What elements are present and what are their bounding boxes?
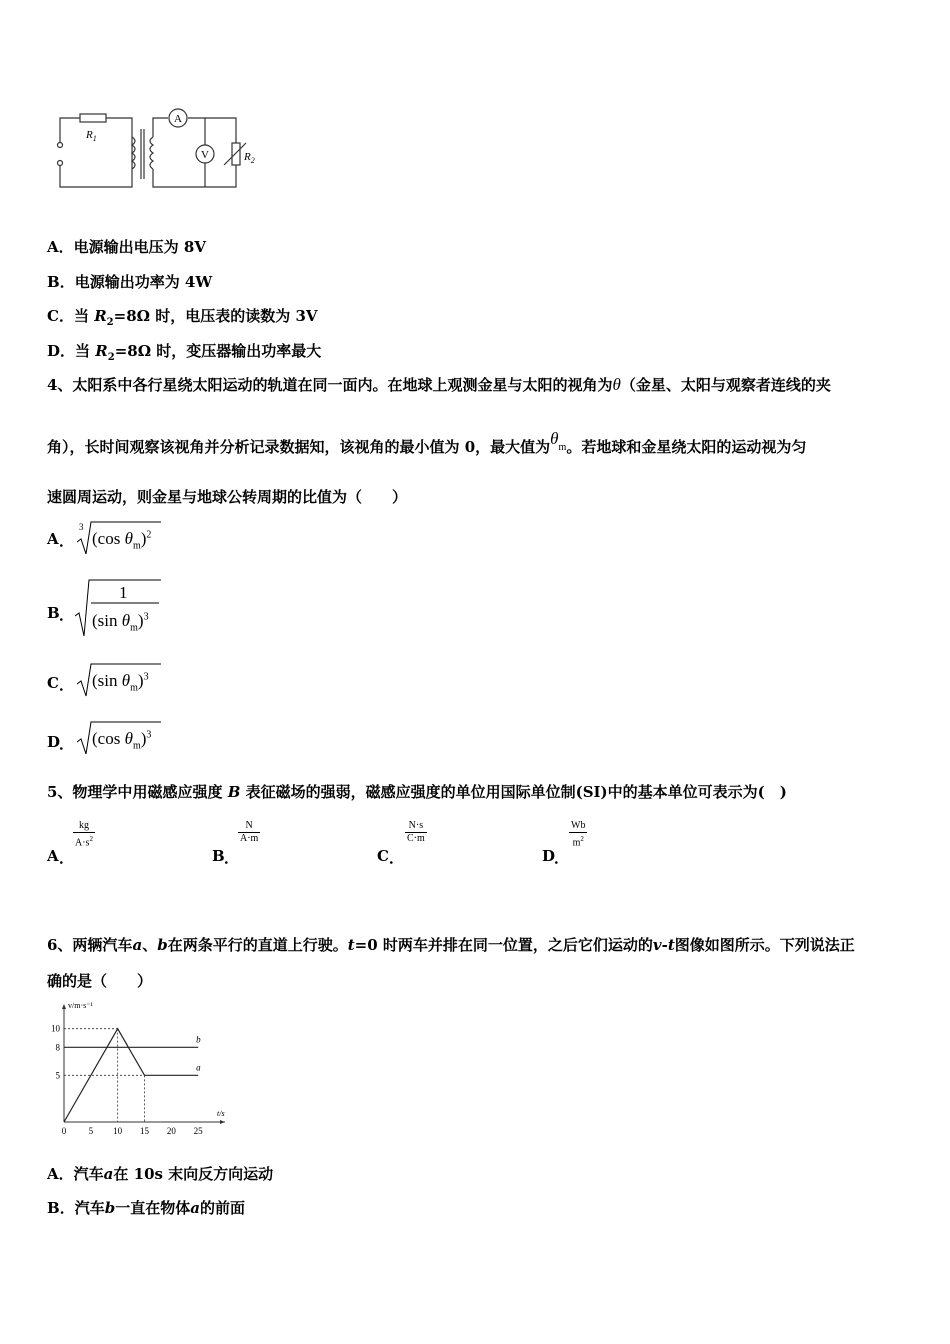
r1-label: R (86, 129, 93, 141)
q4-stem-line3: 速圆周运动，则金星与地球公转周期的比值为（ ） (47, 488, 408, 506)
q3-option-b: B．电源输出功率为 4W (47, 273, 213, 291)
r2-sub: 2 (250, 156, 255, 165)
q6-stem-line2: 确的是（ ） (47, 972, 153, 990)
voltmeter-label: V (201, 149, 209, 161)
q4-stem-line2: 角），长时间观察该视角并分析记录数据知，该视角的最小值为 0，最大值为$\theta_m$。若地球和金星绕太阳的运动视为匀 (47, 429, 807, 456)
vt-chart (40, 1000, 240, 1145)
q5-option-b: B ． $\frac{N}{A\cdot m}$ (212, 820, 259, 867)
series-b-label: b (196, 1034, 201, 1045)
q5-option-a: A ． $\frac{kg}{A\cdot s^2}$ (47, 820, 93, 867)
q5-option-c: C ． $\frac{N\cdot s}{C\cdot m}$ (377, 820, 425, 867)
svg-text:R2 (243, 151, 255, 165)
r2-label: R (244, 151, 251, 163)
y-tick-label: 10 (51, 1023, 60, 1034)
q5-stem: 5、物理学中用磁感应强度 B 表征磁场的强弱，磁感应强度的单位用国际单位制(SI)中的基本单位可表示为( ) (47, 783, 787, 801)
q3-option-c: C．当 $R_2=8\Omega$ 时，电压表的读数为 3V (47, 307, 318, 328)
y-axis-arrow (62, 1004, 66, 1009)
x-tick-label: 0 (61, 1126, 67, 1136)
x-tick-label: 5 (88, 1126, 94, 1136)
circuit-diagram (50, 105, 270, 195)
y-tick-label: 8 (55, 1042, 60, 1053)
series-a-label: a (196, 1062, 201, 1073)
y-tick-label: 5 (55, 1070, 60, 1081)
ammeter-label: A (174, 113, 182, 125)
x-tick-label: 25 (193, 1126, 203, 1136)
root-index: 3 (79, 522, 84, 532)
q3-option-a: A．电源输出电压为 8V (47, 238, 206, 256)
r1-sub: 1 (92, 134, 97, 143)
y-axis-label: v/m·s⁻¹ (68, 1001, 93, 1010)
svg-text:R1 (85, 129, 97, 143)
q4-stem-line1: 4、太阳系中各行星绕太阳运动的轨道在同一面内。在地球上观测金星与太阳的视角为θ（金星、太阳与观察者连线的夹 (47, 375, 831, 394)
q6-option-a: A．汽车a在 10s 末向反方向运动 (47, 1165, 274, 1183)
q6-option-b: B．汽车b一直在物体a的前面 (47, 1199, 245, 1217)
x-axis-arrow (220, 1120, 225, 1124)
x-tick-label: 15 (140, 1126, 149, 1136)
q5-option-d: D ． $\frac{Wb}{m^2}$ (542, 820, 586, 867)
q6-stem-line1: 6、两辆汽车a、b在两条平行的直道上行驶。t=0 时两车并排在同一位置，之后它们运动的v-t图像如图所示。下列说法正 (47, 936, 855, 954)
x-tick-label: 20 (166, 1126, 176, 1136)
x-tick-label: 10 (113, 1126, 123, 1136)
x-axis-label: t/s (217, 1109, 225, 1118)
q3-option-d: D．当 $R_2=8\Omega$ 时，变压器输出功率最大 (47, 342, 322, 363)
